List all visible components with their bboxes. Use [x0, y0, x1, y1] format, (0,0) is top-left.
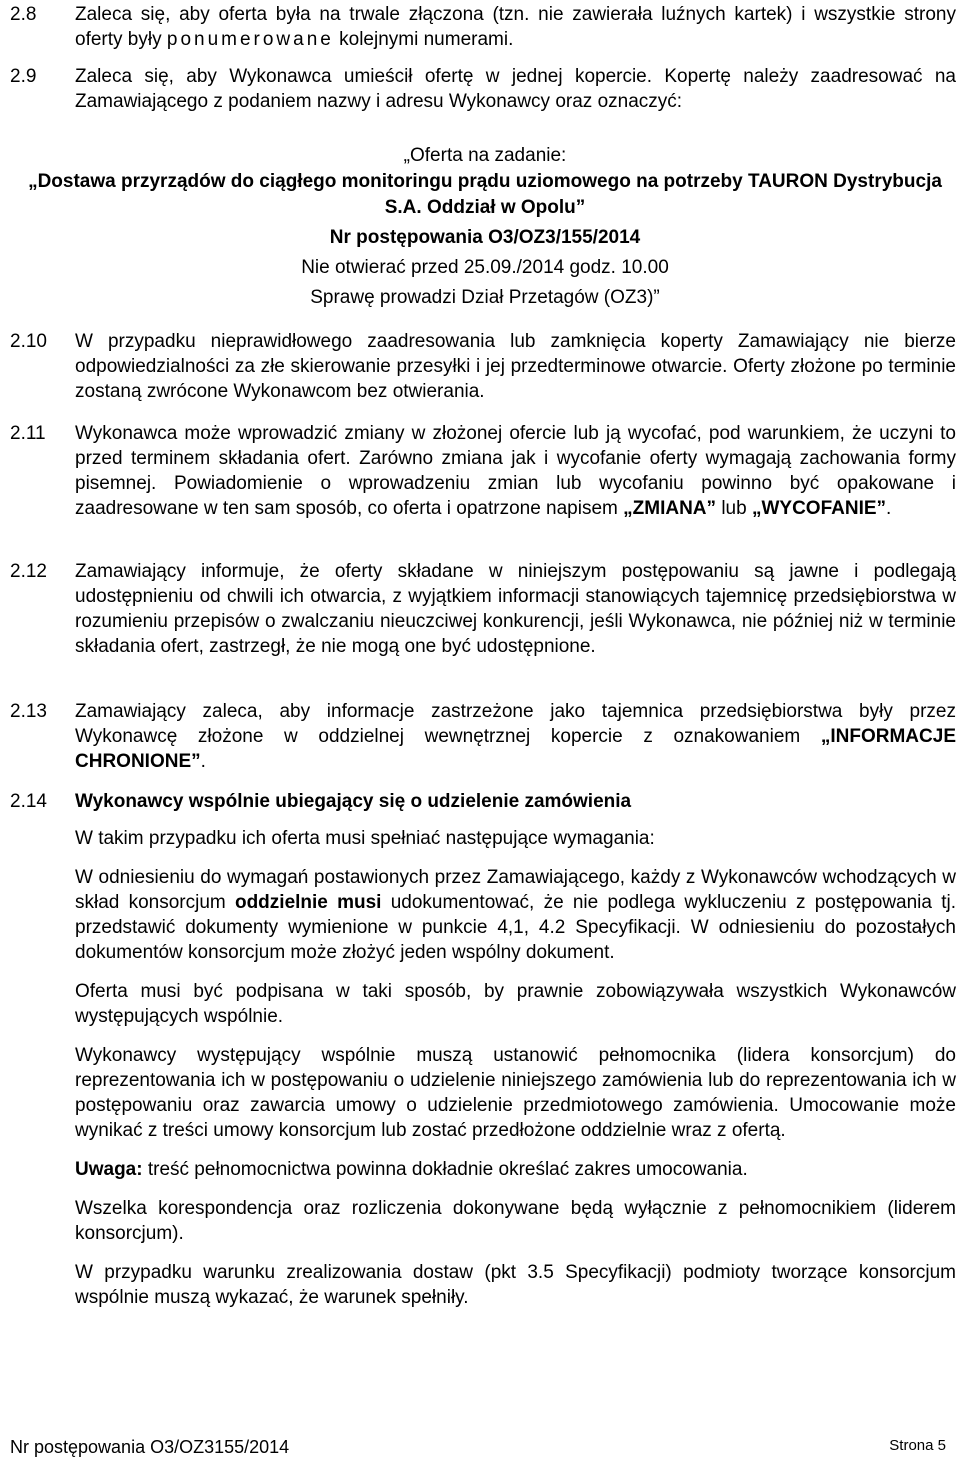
section-text: [75, 699, 956, 774]
page-number: Strona 5: [889, 1437, 946, 1454]
bold-text: „ZMIANA”: [623, 498, 717, 519]
envelope-label: [20, 143, 950, 311]
section-text: Zaleca się, aby Wykonawca umieścił ofertę w jednej kopercie. Kopertę należy zaadresować na Zamawiającego z podaniem nazwy i adresu Wykonawcy oraz oznaczyć:: [75, 66, 956, 112]
section-2-11: [10, 421, 956, 521]
envelope-line-2: „Dostawa przyrządów do ciągłego monitoringu prądu uziomowego na potrzeby TAURON Dystrybucja S.A. Oddział w Opolu”: [28, 171, 942, 218]
section-number: 2.8: [10, 4, 37, 25]
section-heading: Wykonawcy wspólnie ubiegający się o udzielenie zamówienia: [75, 791, 632, 812]
bold-text: Uwaga:: [75, 1159, 143, 1180]
section-number: 2.12: [10, 561, 47, 582]
section-text: [75, 2, 956, 52]
text-part: Zamawiający zaleca, aby informacje zastrzeżone jako tajemnica przedsiębiorstwa były przez Wykonawcę złożone w oddzielnej wewnętrznej kopercie z oznakowaniem: [75, 701, 956, 747]
section-text: [75, 421, 956, 521]
section-number: 2.9: [10, 66, 37, 87]
text-part: Zaleca się, aby oferta była na trwale złączona (tzn. nie zawierała luźnych kartek) i wszystkie strony oferty były: [75, 4, 956, 50]
envelope-line-1: „Oferta na zadanie:: [403, 145, 567, 166]
bold-text: „INFORMACJE CHRONIONE”: [75, 726, 956, 772]
text-part: Wykonawca może wprowadzić zmiany w złożonej ofercie lub ją wycofać, pod warunkiem, że uczyni to przed terminem składania ofert. Zarówno zmiana jak i wycofanie oferty wymagają zachowania formy pisemnej. Powiadomienie o wprowadzeniu zmian lub wycofaniu powinno być opakowane i zaadresowane w ten sam sposób, co oferta i opatrzone napisem: [75, 423, 956, 519]
text-part: lub: [716, 498, 752, 519]
section-number: 2.11: [10, 423, 46, 444]
section-2-14: [10, 789, 956, 814]
section-number: 2.10: [10, 331, 47, 352]
section-2-9: [10, 64, 956, 114]
text-part: W odniesieniu do wymagań postawionych przez Zamawiającego, każdy z Wykonawców wchodzących w skład konsorcjum: [75, 867, 956, 913]
paragraph-3: Oferta musi być podpisana w taki sposób, by prawnie zobowiązywała wszystkich Wykonawców występujących wspólnie.: [75, 981, 956, 1027]
section-2-12: [10, 559, 956, 659]
text-part: .: [200, 751, 206, 772]
paragraph-6: Wszelka korespondencja oraz rozliczenia dokonywane będą wyłącznie z pełnomocnikiem (liderem konsorcjum).: [75, 1198, 956, 1244]
section-2-13: [10, 699, 956, 774]
footer-reference: Nr postępowania O3/OZ3155/2014: [10, 1437, 290, 1457]
section-text: W przypadku nieprawidłowego zaadresowania lub zamknięcia koperty Zamawiający nie bierze odpowiedzialności za złe skierowanie przesyłki i jej przedterminowe otwarcie. Oferty złożone po terminie zostaną zwrócone Wykonawcom bez otwierania.: [75, 331, 956, 402]
paragraph-2: [75, 865, 956, 965]
section-2-8: [10, 2, 956, 52]
bold-text: „WYCOFANIE”: [751, 498, 887, 519]
text-part: udokumentować, że nie podlega wykluczeniu z postępowania tj. przedstawić dokumenty wymienione w punkcie 4,1, 4.2 Specyfikacji. W odniesieniu do pozostałych dokumentów konsorcjum może złożyć jeden wspólny dokument.: [75, 892, 956, 963]
envelope-line-5: Sprawę prowadzi Dział Przetagów (OZ3)”: [310, 287, 660, 308]
section-2-10: [10, 329, 956, 404]
text-part: treść pełnomocnictwa powinna dokładnie określać zakres umocowania.: [142, 1159, 748, 1180]
section-2-14-body: [10, 826, 956, 1310]
bold-text: oddzielnie musi: [234, 892, 382, 913]
paragraph-4: Wykonawcy występujący wspólnie muszą ustanowić pełnomocnika (lidera konsorcjum) do reprezentowania ich w postępowaniu o udzielenie niniejszego zamówienia lub do reprezentowania ich w postępowaniu oraz zawarcia umowy o udzielenie przedmiotowego zamówienia. Umocowanie może wynikać z treści umowy konsorcjum lub zostać przedłożone oddzielnie wraz z ofertą.: [75, 1045, 956, 1141]
text-part: kolejnymi numerami.: [333, 29, 514, 50]
text-part: .: [886, 498, 892, 519]
paragraph-7: W przypadku warunku zrealizowania dostaw (pkt 3.5 Specyfikacji) podmioty tworzące konsorcjum wspólnie muszą wykazać, że warunek spełniły.: [75, 1262, 956, 1308]
spaced-text: ponumerowane: [166, 29, 334, 50]
envelope-line-3: Nr postępowania O3/OZ3/155/2014: [329, 227, 641, 248]
paragraph-5: [75, 1157, 956, 1182]
section-number: 2.14: [10, 791, 47, 812]
envelope-line-4: Nie otwierać przed 25.09./2014 godz. 10.00: [301, 257, 669, 278]
paragraph-1: W takim przypadku ich oferta musi spełniać następujące wymagania:: [75, 828, 655, 849]
section-number: 2.13: [10, 701, 47, 722]
section-text: Zamawiający informuje, że oferty składane w niniejszym postępowaniu są jawne i podlegają udostępnieniu od chwili ich otwarcia, z wyjątkiem informacji stanowiących tajemnicę przedsiębiorstwa w rozumieniu przepisów o zwalczaniu nieuczciwej konkurencji, jeśli Wykonawca, nie później niż w terminie składania ofert, zastrzegł, że nie mogą one być udostępnione.: [75, 561, 956, 657]
